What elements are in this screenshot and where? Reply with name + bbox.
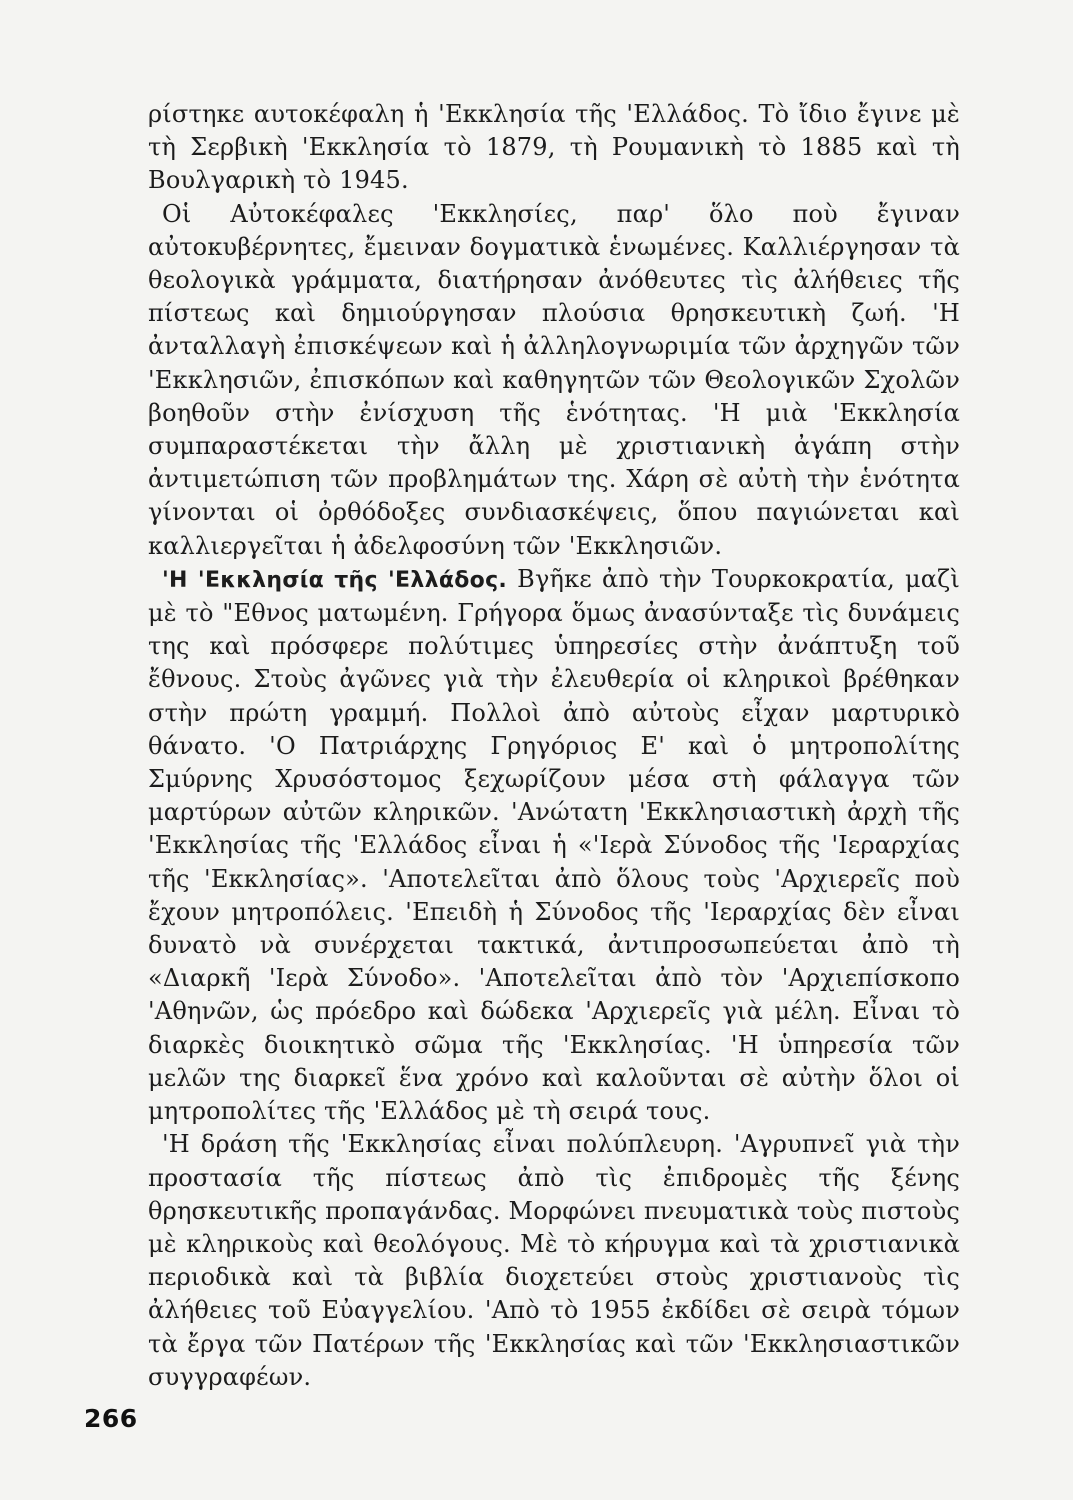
paragraph-text: Βγῆκε ἀπὸ τὴν Τουρκοκρατία, μαζὶ μὲ τὸ "Εθνος ματωμένη. Γρήγορα ὅμως ἀνασύνταξε τὶς δυνάμεις της καὶ πρόσφερε πολύτιμες ὑπηρεσίες στὴν ἀνάπτυξη τοῦ ἔθνους. Στοὺς ἀγῶνες γιὰ τὴν ἐλευθερία οἱ κληρικοὶ βρέθηκαν στὴν πρώτη γραμμή. Πολλοὶ ἀπὸ αὐτοὺς εἶχαν μαρτυρικὸ θάνατο. 'Ο Πατριάρχης Γρηγόριος Ε' καὶ ὁ μητροπολίτης Σμύρνης Χρυσόστομος ξεχωρίζουν μέσα στὴ φάλαγγα τῶν μαρτύρων αὐτῶν κληρικῶν. 'Ανώτατη 'Εκκλησιαστικὴ ἀρχὴ τῆς 'Εκκλησίας τῆς 'Ελλάδος εἶναι ἡ «'Ιερὰ Σύνοδος τῆς 'Ιεραρχίας τῆς 'Εκκλησίας». 'Αποτελεῖται ἀπὸ ὅλους τοὺς 'Αρχιερεῖς ποὺ ἔχουν μητροπόλεις. 'Επειδὴ ἡ Σύνοδος τῆς 'Ιεραρχίας δὲν εἶναι δυνατὸ νὰ συνέρχεται τακτικά, ἀντιπροσωπεύεται ἀπὸ τὴ «Διαρκῆ 'Ιερὰ Σύνοδο». 'Αποτελεῖται ἀπὸ τὸν 'Αρχιεπίσκοπο 'Αθηνῶν, ὡς πρόεδρο καὶ δώδεκα 'Αρχιερεῖς γιὰ μέλη. Εἶναι τὸ διαρκὲς διοικητικὸ σῶμα τῆς 'Εκκλησίας. 'Η ὑπηρεσία τῶν μελῶν της διαρκεῖ ἕνα χρόνο καὶ καλοῦνται σὲ αὐτὴν ὅλοι οἱ μητροπολίτες τῆς 'Ελλάδος μὲ τὴ σειρά τους. (148, 564, 960, 1126)
paragraph-text: Οἱ Αὐτοκέφαλες 'Εκκλησίες, παρ' ὅλο ποὺ ἔγιναν αὐτοκυβέρνητες, ἔμειναν δογματικὰ ἑνωμένες. Καλλιέργησαν τὰ θεολογικὰ γράμματα, διατήρησαν ἀνόθευτες τὶς ἀλήθειες τῆς πίστεως καὶ δημιούργησαν πλούσια θρησκευτικὴ ζωή. 'Η ἀνταλλαγὴ ἐπισκέψεων καὶ ἡ ἀλληλογνωριμία τῶν ἀρχηγῶν τῶν 'Εκκλησιῶν, ἐπισκόπων καὶ καθηγητῶν τῶν Θεολογικῶν Σχολῶν βοηθοῦν στὴν ἐνίσχυση τῆς ἑνότητας. 'Η μιὰ 'Εκκλησία συμπαραστέκεται τὴν ἄλλη μὲ χριστιανικὴ ἀγάπη στὴν ἀντιμετώπιση τῶν προβλημάτων της. Χάρη σὲ αὐτὴ τὴν ἑνότητα γίνονται οἱ ὀρθόδοξες συνδιασκέψεις, ὅπου παγιώνεται καὶ καλλιεργεῖται ἡ ἀδελφοσύνη τῶν 'Εκκλησιῶν. (148, 199, 960, 560)
section-heading: 'Η 'Εκκλησία τῆς 'Ελλάδος. (162, 567, 508, 593)
paragraph-continuation (148, 98, 960, 198)
page-number: 266 (84, 1404, 138, 1433)
paragraph-text: 'Η δράση τῆς 'Εκκλησίας εἶναι πολύπλευρη. 'Αγρυπνεῖ γιὰ τὴν προστασία τῆς πίστεως ἀπὸ τὶς ἐπιδρομὲς τῆς ξένης θρησκευτικῆς προπαγάνδας. Μορφώνει πνευματικὰ τοὺς πιστοὺς μὲ κληρικοὺς καὶ θεολόγους. Μὲ τὸ κήρυγμα καὶ τὰ χριστιανικὰ περιοδικὰ καὶ τὰ βιβλία διοχετεύει στοὺς χριστιανοὺς τὶς ἀλήθειες τοῦ Εὐαγγελίου. 'Απὸ τὸ 1955 ἐκδίδει σὲ σειρὰ τόμων τὰ ἔργα τῶν Πατέρων τῆς 'Εκκλησίας καὶ τῶν 'Εκκλησιαστικῶν συγγραφέων. (148, 1130, 960, 1391)
paragraph-text: ρίστηκε αυτοκέφαλη ἡ 'Εκκλησία τῆς 'Ελλάδος. Τὸ ἴδιο ἔγινε μὲ τὴ Σερβικὴ 'Εκκλησία τὸ 1879, τὴ Ρουμανικὴ τὸ 1885 καὶ τὴ Βουλγαρικὴ τὸ 1945. (148, 100, 960, 195)
paragraph-church-of-greece (148, 563, 960, 1128)
body-text (148, 98, 960, 1394)
paragraph-church-activity (148, 1128, 960, 1394)
paragraph-autocephalous-churches (148, 198, 960, 563)
